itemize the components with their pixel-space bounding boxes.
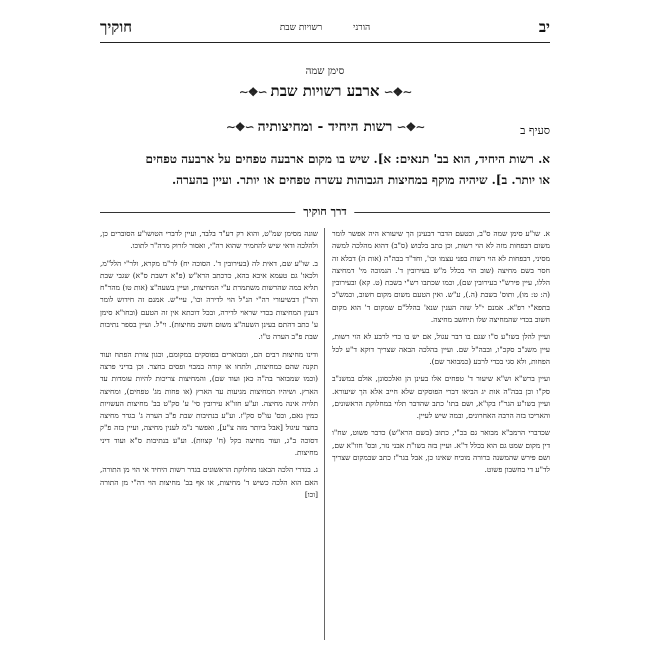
siman-label: סימן שמה: [305, 66, 345, 77]
book-title: הורני: [353, 23, 371, 33]
seif-title: [0, 119, 650, 136]
ornament-right-icon: ∽❖∼: [396, 120, 425, 134]
commentary-title: חוקיך: [100, 18, 133, 36]
section-title: דרך חוקיך: [295, 205, 354, 218]
siman-title: [0, 82, 650, 101]
seif-title-text: רשות היחיד - ומחיצותיה: [257, 119, 393, 135]
running-header: [100, 18, 550, 40]
siman-title-text: ארבע רשויות שבת: [270, 82, 380, 100]
commentary-paragraph: א. שו"ע סימן שמה ס"ב, ובטעם הדבר דבעינן הך שיעורא היה אפשר לומר משום דבפחות מזה לא הוי רשות, וכן כתב בלבוש (ס"ב) דהוא מהלכה למשה מסיני, דבפחות לא הוי רשות בפני עצמו וכו', וחד"ד בבה"ה (אות ה) דבלא זה חסר בשם מחיצה (שוב הוי בכלל מ"ש בעירובין ד'. הנמוכה מי' דמחיצה הללו, עיין פירש"י בעירובין שם), וכמו שכתבו רש"י בשבת (ט. קא) ובעירובין (ה: ט: מו), ותוס' בשבת (ה.), ע"ש. ואין הטעם משום מקום חשוב, וכמש"כ בתפא"י רפ"א. אמנם י"ל שזה הענין שנא' בהלל"ם שמקום ד' הוא מקום חשוב בכדי שהמחיצה שלו תיחשב מחיצה.: [332, 229, 550, 325]
seif-label: סעיף ב: [520, 124, 550, 137]
commentary-paragraph: שונה מסימן שמ"ט, והוא רק דע"ד בלבד, ועיין לדברי הטושו"ע הסוברים כן, ולהלכה ודאי שיש להחמיר שהוא רה"י, ואסור לזרוק מרה"ר לתוכו.: [100, 229, 318, 251]
commentary-right-column: [332, 228, 550, 640]
page-letter: יב: [538, 18, 550, 36]
commentary-left-column: [100, 228, 318, 640]
commentary-paragraph: ועיין להלן בשו"ע ס"ו שגם בו דבר עגול, אם יש בו כדי לרבע לא הוי רשות, עיין משנ"ב סקכ"ו, ובבה"ל שם. ועיין בהלכה הבאה שצריך דוקא ד"ע לכל הפחות, ולא סגי בכדי לרבע (כמבואר שם).: [332, 332, 550, 366]
commentary-paragraph: ודינו מחיצות רבים הם, ומבוארים בפוסקים במקומם, וכגון צורת הפתח ועוד תקנה שהם כמחיצות, ולתחו או קורה במבוי ופסים בחצר. וכן בדיני פרצה (וכמו שמבואר בה"ה כאן ועוד שם), והמחיצות צריכות להיות עומדות עד הארץ. ושיהיו המחיצות מגיעות עד הארץ (או פחות מג' טפחים), ומחיצה תלויה אינה מחיצה. וע"ע חזו"א עירובין סי' ע' סק"ט בב' מחיצות העשויות כמין גאם, ובס' עו"ס סק"ז. וע"ע בנתיבות שבת פ"ב הערה ג' בגדר מחיצה בחצר עיגול [אבל ביותר מזה צ"ע], ואפשר נ"מ לענין מחיצה, ועיין בזה פ"ק דסוכה ב"ג, ועוד מחיצה בקל (ח' קצוות). וע"ע בנתיבות ס"א ועוד דיני מחיצות.: [100, 349, 318, 458]
main-text: [100, 150, 550, 192]
commentary-paragraph: שכדברי הרמב"א מבואר גם בכ"י, כתוב (בשם הרא"ש) כדבר פשוט, שח"ו דין מקום שמט גם הוא בכלל ד"א. ועיין בזה בשו"ת אבני נזר, ובס' חזו"א שם, ושם פירש שהמשנה ברורה מוכיח שאינו כן, אבל בגר"ז כתב שבמקום שצריך לד"ע די בחשבון פשוט.: [332, 428, 550, 475]
main-text-line: או יותר. ב]. שיהיה מוקף במחיצות הגבוהות עשרה טפחים או יותר. ועיין בהערה.: [171, 173, 550, 187]
running-subject: רשויות שבת: [279, 23, 323, 33]
commentary-paragraph: ג. בגדרי הלכה הבאנו מחלוקת הראשונים בגדר רשות היחיד אי הוי מן התורה, האם הוא הלכה כשיש ד' מחיצות, או אף בב' מחיצות הוי רה"י מן התורה [וכו]: [100, 465, 318, 499]
ornament-left-icon: ∼❖∽: [238, 85, 267, 99]
commentary-columns: [100, 228, 550, 640]
column-divider: [324, 228, 325, 640]
ornament-right-icon: ∽❖∼: [383, 85, 412, 99]
main-text-line: א. רשות היחיד, הוא בב' תנאים: א]. שיש בו מקום ארבעה טפחים על ארבעה טפחים: [145, 152, 550, 166]
commentary-paragraph: ועיין ברש"א וש"א שיעור ד' טפחים אלו בעינן הן ואלכסונן, אולם במשנ"ב סק"ו וכן בבה"ה אות יג הביאו דברי הפוסקים שלא חייב אלא הך שיעורא. ועיין בשו"ע הגר"ז בקו"א, ושם בתו' כתב שהדבר תלוי במחלוקת הראשונים, והאריכו בזה הרבה האחרונים, ובמה שיש לעיין.: [332, 374, 550, 421]
ornament-left-icon: ∼❖∽: [225, 120, 254, 134]
header-rule: [100, 42, 550, 43]
running-title: [266, 22, 384, 33]
commentary-paragraph: ב. שו"ע שם, דאית לה (בעירובין ד'. הסוכה יח) לר"מ מקרא, ולר"י הלל"מ, ולכאו' גם טעמא איכא בהא, כדכתב הרא"ש (פ"א דשבת ס"א) שגבי שבת תליא במה שהרשות משתמרת ע"י המחיצות, ועיין בשעה"צ (אות טו) מהר"ח והר"ן דבשיעורי רה"י הנ"ל הוי לדירה וכו', עיי"ש. אמנם זה חידוש לומר דענין המחיצות בכדי שראוי לדירה, ובכל דוכתא אין זה הטעם (ובחו"א סימן ע' כתב דהתם בעינן השעה"צ משום חשוב מחיצות). וי"ל. ועיין בספר נתיבות שבת פ"ב הערה ט"ו.: [100, 258, 318, 342]
section-divider: [100, 205, 550, 219]
